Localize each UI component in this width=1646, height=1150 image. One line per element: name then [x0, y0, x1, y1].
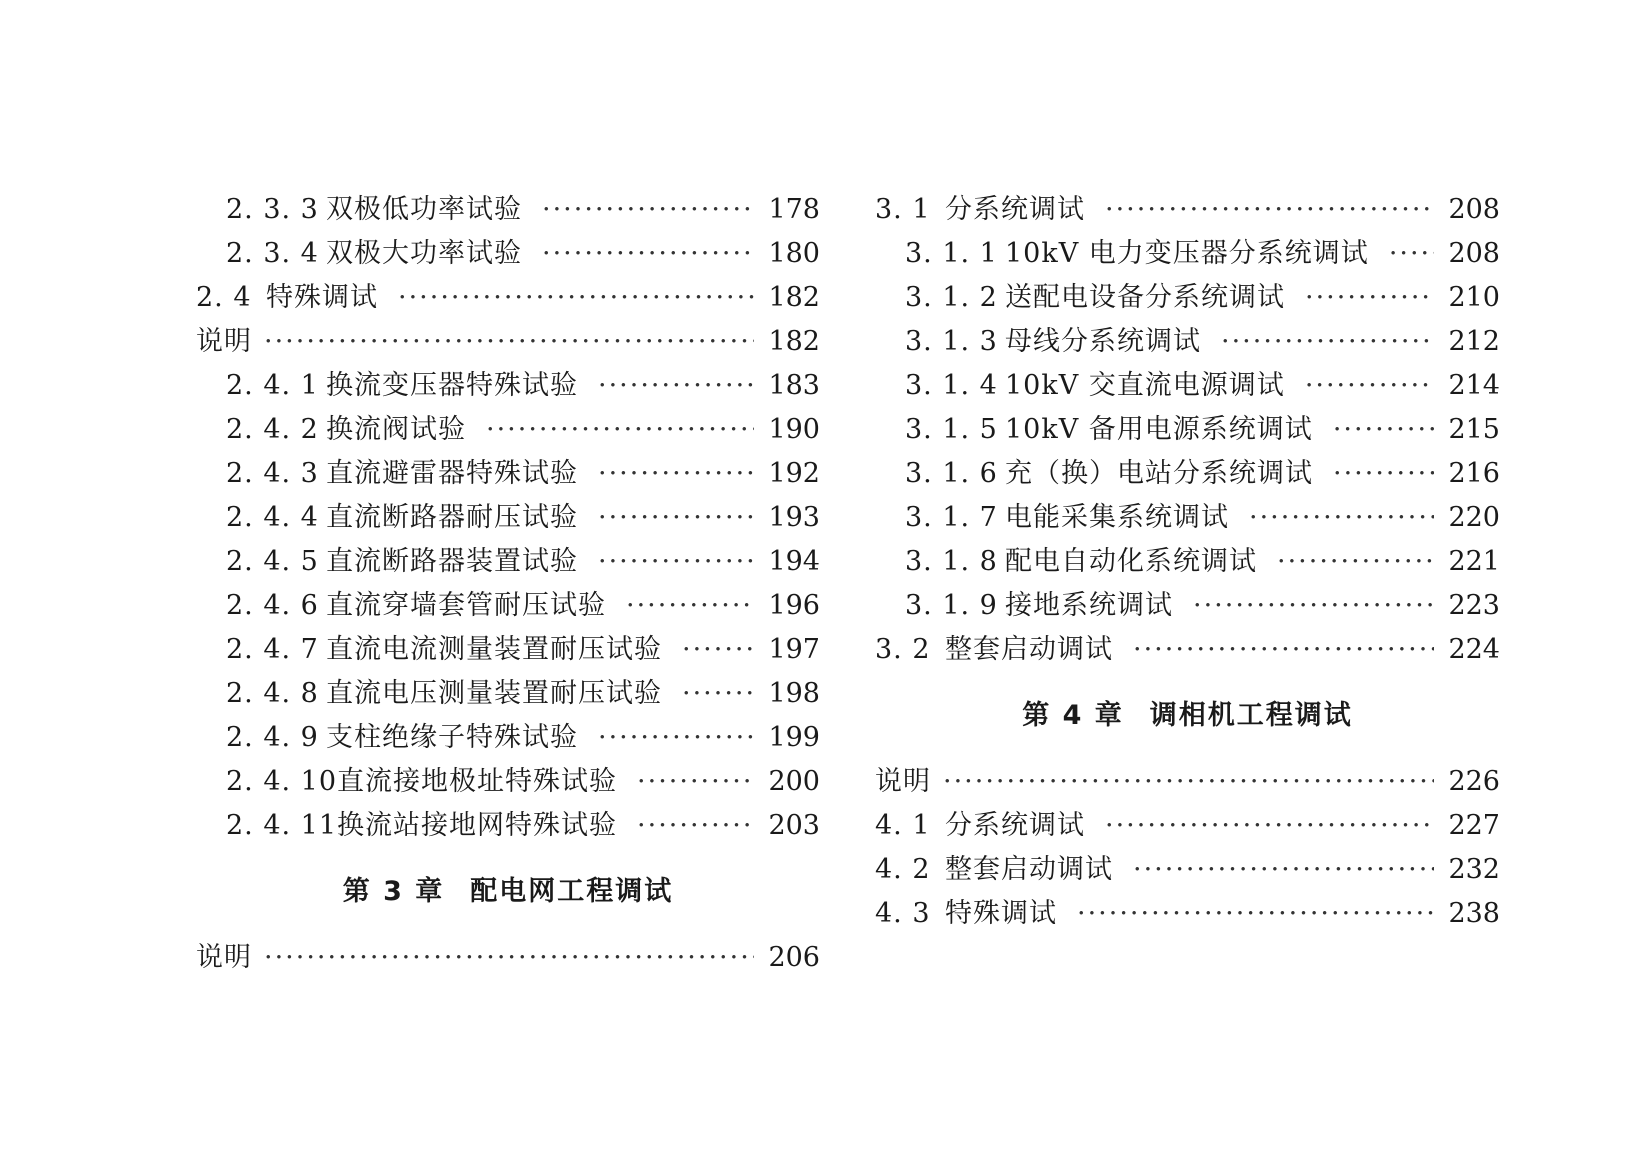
toc-entry-page: 203: [768, 810, 820, 841]
toc-entry-title: 电能采集系统调试: [1005, 502, 1229, 533]
toc-entry-number: 3. 1. 7: [905, 502, 998, 533]
dot-leader: [542, 188, 754, 232]
chapter-prefix: 第 4 章: [1022, 700, 1124, 731]
toc-entry-title: 分系统调试: [945, 810, 1085, 841]
toc-left-column: [196, 188, 820, 980]
toc-entry-number: 2. 4: [196, 282, 252, 313]
toc-entry[interactable]: [875, 892, 1500, 936]
toc-entry-page: 190: [768, 414, 820, 445]
toc-entry-page: 226: [1448, 766, 1500, 797]
toc-entry-page: 199: [768, 722, 820, 753]
toc-entry-title: 直流断路器装置试验: [326, 546, 578, 577]
toc-entries-group: [875, 760, 1500, 936]
toc-entry[interactable]: [196, 540, 820, 584]
dot-leader: [598, 452, 754, 496]
dot-leader: [598, 496, 754, 540]
toc-entry-number: 2. 4. 5: [226, 546, 319, 577]
toc-entry[interactable]: [875, 188, 1500, 232]
toc-entry-page: 208: [1448, 194, 1500, 225]
dot-leader: [598, 364, 754, 408]
toc-entry-number: 3. 1. 6: [905, 458, 998, 489]
toc-entry-number: 2. 4. 8: [226, 678, 319, 709]
toc-entry-title: 直流接地极址特殊试验: [337, 766, 618, 797]
toc-entry[interactable]: [196, 716, 820, 760]
toc-entry-number: 2. 4. 1: [226, 370, 319, 401]
toc-entry[interactable]: [196, 232, 820, 276]
toc-entry-number: 2. 4. 9: [226, 722, 319, 753]
dot-leader: [1193, 584, 1434, 628]
toc-entry-page: 227: [1448, 810, 1500, 841]
chapter-heading: [875, 672, 1500, 760]
toc-entry-title: 10kV 电力变压器分系统调试: [1005, 238, 1369, 269]
dot-leader: [1249, 496, 1434, 540]
dot-leader: [1105, 804, 1434, 848]
toc-entry[interactable]: [196, 496, 820, 540]
dot-leader: [637, 760, 754, 804]
dot-leader: [1333, 408, 1435, 452]
toc-entry-title: 双极低功率试验: [326, 194, 522, 225]
dot-leader: [598, 716, 754, 760]
dot-leader: [682, 672, 754, 716]
toc-entry-title: 送配电设备分系统调试: [1005, 282, 1285, 313]
dot-leader: [626, 584, 754, 628]
toc-entry-number: 2. 4. 4: [226, 502, 319, 533]
toc-entries-group: [875, 188, 1500, 672]
toc-entry[interactable]: [196, 276, 820, 320]
dot-leader: [264, 320, 754, 364]
dot-leader: [637, 804, 754, 848]
toc-entry-page: 214: [1448, 370, 1500, 401]
dot-leader: [682, 628, 754, 672]
dot-leader: [542, 232, 754, 276]
toc-entry[interactable]: [875, 760, 1500, 804]
toc-right-column: [875, 188, 1500, 936]
dot-leader: [1305, 364, 1435, 408]
dot-leader: [264, 936, 754, 980]
toc-entries-group: [196, 188, 820, 848]
toc-entry-title: 直流电压测量装置耐压试验: [326, 678, 662, 709]
toc-entry[interactable]: [196, 584, 820, 628]
toc-entry-title: 直流避雷器特殊试验: [326, 458, 578, 489]
toc-entry[interactable]: [196, 936, 820, 980]
toc-entry-title: 10kV 备用电源系统调试: [1005, 414, 1313, 445]
toc-entry-page: 196: [768, 590, 820, 621]
toc-entry-title: 换流阀试验: [326, 414, 466, 445]
toc-entry-page: 221: [1448, 546, 1500, 577]
chapter-prefix: 第 3 章: [342, 876, 445, 907]
toc-entry-page: 224: [1448, 634, 1500, 665]
toc-entry-page: 220: [1448, 502, 1500, 533]
dot-leader: [1305, 276, 1434, 320]
toc-entry-title: 说明: [875, 766, 931, 797]
toc-entry-number: 2. 4. 7: [226, 634, 319, 665]
toc-entry-title: 10kV 交直流电源调试: [1005, 370, 1285, 401]
toc-entry-title: 换流站接地网特殊试验: [337, 810, 618, 841]
toc-entry-number: 3. 1. 5: [905, 414, 998, 445]
toc-entry-number: 3. 1. 3: [905, 326, 998, 357]
toc-entry-title: 特殊调试: [266, 282, 378, 313]
toc-entry-page: 232: [1448, 854, 1500, 885]
toc-entry-number: 2. 3. 4: [226, 238, 319, 269]
toc-entry-page: 200: [768, 766, 820, 797]
toc-entry-title: 直流穿墙套管耐压试验: [326, 590, 606, 621]
toc-entry-page: 178: [768, 194, 820, 225]
toc-entry[interactable]: [875, 584, 1500, 628]
dot-leader: [1277, 540, 1434, 584]
dot-leader: [1133, 628, 1434, 672]
dot-leader: [1105, 188, 1434, 232]
toc-entry-page: 216: [1448, 458, 1500, 489]
toc-entry-number: 3. 1. 4: [905, 370, 998, 401]
toc-entry-page: 183: [768, 370, 820, 401]
toc-entry[interactable]: [875, 804, 1500, 848]
toc-entry-page: 182: [768, 282, 820, 313]
toc-entry-number: 2. 3. 3: [226, 194, 319, 225]
toc-entry-title: 说明: [196, 942, 252, 973]
toc-entry-title: 整套启动调试: [945, 634, 1113, 665]
toc-entry-page: 238: [1448, 898, 1500, 929]
toc-entry[interactable]: [196, 628, 820, 672]
toc-entry-number: 3. 1: [875, 194, 931, 225]
toc-entry-page: 208: [1448, 238, 1500, 269]
dot-leader: [598, 540, 754, 584]
toc-entry-title: 直流断路器耐压试验: [326, 502, 578, 533]
toc-entry-number: 2. 4. 10: [226, 766, 338, 797]
toc-entry-title: 分系统调试: [945, 194, 1085, 225]
toc-entry-title: 接地系统调试: [1005, 590, 1173, 621]
dot-leader: [1133, 848, 1434, 892]
toc-entry[interactable]: [875, 276, 1500, 320]
toc-entry[interactable]: [875, 408, 1500, 452]
dot-leader: [1221, 320, 1434, 364]
toc-entry-title: 直流电流测量装置耐压试验: [326, 634, 662, 665]
toc-entry-page: 206: [768, 942, 820, 973]
toc-entry-number: 2. 4. 11: [226, 810, 338, 841]
dot-leader: [1077, 892, 1434, 936]
toc-entry[interactable]: [875, 320, 1500, 364]
chapter-title: 调相机工程调试: [1149, 700, 1353, 731]
toc-entry-title: 换流变压器特殊试验: [326, 370, 578, 401]
toc-entry-number: 3. 1. 8: [905, 546, 998, 577]
toc-entry-title: 双极大功率试验: [326, 238, 522, 269]
toc-entry-number: 4. 2: [875, 854, 931, 885]
toc-entry-page: 215: [1448, 414, 1500, 445]
toc-entry[interactable]: [875, 364, 1500, 408]
dot-leader: [1333, 452, 1434, 496]
toc-entry-page: 192: [768, 458, 820, 489]
dot-leader: [398, 276, 754, 320]
toc-entry-number: 3. 1. 2: [905, 282, 998, 313]
toc-entry-title: 支柱绝缘子特殊试验: [326, 722, 578, 753]
toc-entry-page: 212: [1448, 326, 1500, 357]
toc-entry[interactable]: [875, 232, 1500, 276]
toc-entry-number: 4. 3: [875, 898, 931, 929]
toc-entry[interactable]: [196, 760, 820, 804]
toc-entry-title: 特殊调试: [945, 898, 1057, 929]
toc-entry-page: 182: [768, 326, 820, 357]
toc-entry[interactable]: [196, 188, 820, 232]
toc-entry-page: 210: [1448, 282, 1500, 313]
toc-entry[interactable]: [875, 540, 1500, 584]
toc-entry-page: 194: [768, 546, 820, 577]
toc-entry-number: 2. 4. 2: [226, 414, 319, 445]
toc-entry[interactable]: [875, 496, 1500, 540]
toc-entry[interactable]: [875, 628, 1500, 672]
dot-leader: [1389, 232, 1435, 276]
toc-entry-title: 整套启动调试: [945, 854, 1113, 885]
chapter-heading: [196, 848, 820, 936]
toc-entry-title: 说明: [196, 326, 252, 357]
toc-entry-title: 充（换）电站分系统调试: [1005, 458, 1313, 489]
toc-entry-number: 2. 4. 6: [226, 590, 319, 621]
dot-leader: [486, 408, 754, 452]
toc-entry[interactable]: [196, 804, 820, 848]
toc-entry-page: 180: [768, 238, 820, 269]
toc-entry-title: 母线分系统调试: [1005, 326, 1201, 357]
toc-entry-page: 198: [768, 678, 820, 709]
toc-entry-number: 4. 1: [875, 810, 931, 841]
toc-entry-number: 2. 4. 3: [226, 458, 319, 489]
toc-entry[interactable]: [196, 320, 820, 364]
toc-entry[interactable]: [196, 672, 820, 716]
toc-entry[interactable]: [196, 364, 820, 408]
toc-entry[interactable]: [875, 452, 1500, 496]
chapter-title: 配电网工程调试: [470, 876, 674, 907]
toc-entry-page: 223: [1448, 590, 1500, 621]
toc-entry[interactable]: [875, 848, 1500, 892]
toc-entry-title: 配电自动化系统调试: [1005, 546, 1257, 577]
toc-entry-page: 193: [768, 502, 820, 533]
toc-entry-page: 197: [768, 634, 820, 665]
toc-entry-number: 3. 1. 1: [905, 238, 998, 269]
toc-entry[interactable]: [196, 452, 820, 496]
toc-entry-number: 3. 1. 9: [905, 590, 998, 621]
toc-entry[interactable]: [196, 408, 820, 452]
dot-leader: [943, 760, 1434, 804]
toc-entry-number: 3. 2: [875, 634, 931, 665]
toc-entries-group: [196, 936, 820, 980]
